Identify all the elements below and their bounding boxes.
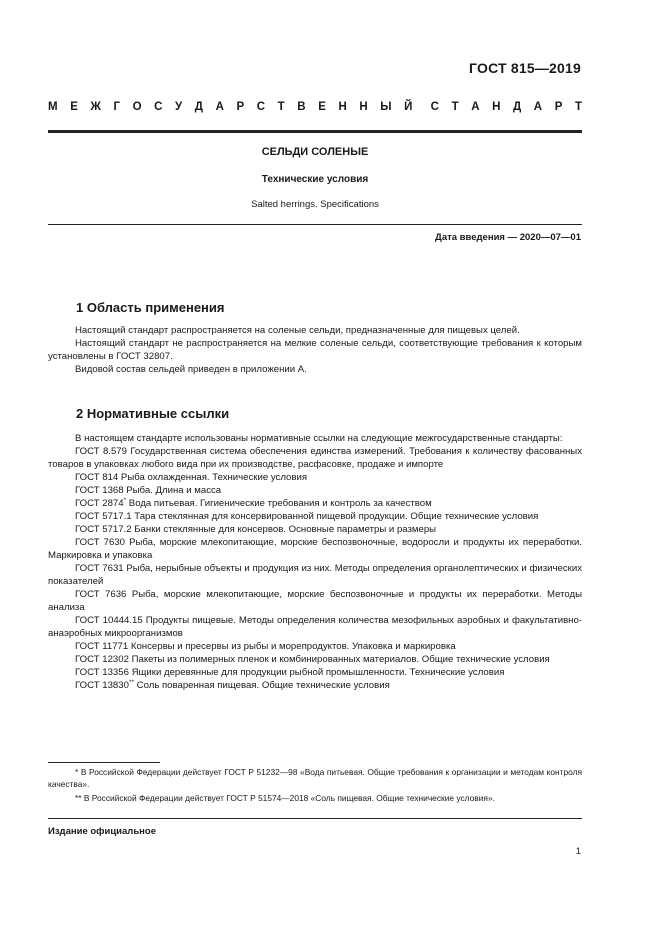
paragraph: В настоящем стандарте использованы нормативные ссылки на следующие межгосударственные стандарты: [75, 433, 563, 444]
banner-letter: Т [574, 101, 582, 113]
document-title: СЕЛЬДИ СОЛЕНЫЕ [261, 146, 369, 158]
banner-letter: Р [554, 101, 563, 113]
introduction-date: Дата введения — 2020—07—01 [435, 232, 581, 243]
paragraph: Настоящий стандарт распространяется на соленые сельди, предназначенные для пищевых целей. [75, 325, 520, 336]
banner-letter: Н [492, 101, 501, 113]
reference-item: ГОСТ 7636 Рыба, морские млекопитающие, морские беспозвоночные и продукты их переработки. Методы анализа [48, 589, 582, 613]
banner-letter: Е [318, 101, 326, 113]
banner-letter: Д [194, 101, 203, 113]
banner-letter: А [533, 101, 543, 113]
footnotes [48, 766, 582, 806]
reference-item [48, 497, 582, 510]
paragraph: Видовой состав сельдей приведен в приложении А. [75, 364, 307, 375]
banner-word-standard [431, 101, 582, 113]
banner-letter: Г [113, 101, 120, 113]
reference-item [48, 679, 582, 692]
banner-letter: Т [277, 101, 285, 113]
banner-letter: Д [513, 101, 522, 113]
document-title-english: Salted herrings. Specifications [251, 199, 379, 210]
banner-letter: Е [70, 101, 78, 113]
reference-code: ГОСТ 2874 [75, 498, 124, 509]
reference-item: ГОСТ 8.579 Государственная система обеспечения единства измерений. Требования к количеству фасованных товаров в упаковках любого вида при их производстве, расфасовке, продаже и импорте [48, 446, 582, 470]
document-subtitle: Технические условия [261, 174, 369, 185]
footnote: * В Российской Федерации действует ГОСТ Р 51232—98 «Вода питьевая. Общие требования к организации и методам контроля качества». [48, 767, 582, 789]
banner-letter: М [48, 101, 58, 113]
banner-letter: Н [359, 101, 368, 113]
reference-item: ГОСТ 11771 Консервы и пресервы из рыбы и морепродуктов. Упаковка и маркировка [75, 641, 456, 652]
banner-letter: Т [451, 101, 459, 113]
section-scope-body [48, 324, 582, 376]
interstate-standard-banner [48, 101, 582, 113]
section-references-body [48, 432, 582, 692]
footnote-mark: * [123, 496, 127, 504]
banner-letter: Н [338, 101, 347, 113]
page-number: 1 [575, 846, 581, 857]
footer-rule [48, 818, 582, 819]
banner-letter: Ж [90, 101, 101, 113]
reference-item: ГОСТ 5717.2 Банки стеклянные для консервов. Основные параметры и размеры [75, 524, 437, 535]
banner-letter: С [430, 101, 439, 113]
banner-letter: С [256, 101, 266, 113]
banner-letter: А [471, 101, 480, 113]
reference-item: ГОСТ 5717.1 Тара стеклянная для консервированной пищевой продукции. Общие технические условия [75, 511, 539, 522]
reference-item: ГОСТ 7630 Рыба, морские млекопитающие, морские беспозвоночные, водоросли и продукты их переработки. Маркировка и упаковка [48, 537, 582, 561]
banner-letter: В [297, 101, 306, 113]
banner-letter: У [175, 101, 183, 113]
official-edition-label: Издание официальное [48, 826, 156, 837]
reference-title: Соль поваренная пищевая. Общие технические условия [134, 680, 390, 691]
paragraph: Настоящий стандарт не распространяется на мелкие соленые сельди, соответствующие требования к которым установлены в ГОСТ 32807. [48, 338, 582, 362]
document-number: ГОСТ 815—2019 [469, 60, 581, 76]
reference-item: ГОСТ 10444.15 Продукты пищевые. Методы определения количества мезофильных аэробных и факультативно-анаэробных микроорганизмов [48, 615, 582, 639]
reference-item: ГОСТ 7631 Рыба, нерыбные объекты и продукция из них. Методы определения органолептических и физических показателей [48, 563, 582, 587]
banner-letter: А [215, 101, 224, 113]
reference-code: ГОСТ 13830 [75, 680, 129, 691]
footnote-mark: ** [128, 678, 134, 686]
reference-item: ГОСТ 814 Рыба охлажденная. Технические условия [75, 472, 308, 483]
title-rule [48, 224, 582, 225]
reference-item: ГОСТ 12302 Пакеты из полимерных пленок и комбинированных материалов. Общие технические условия [75, 654, 550, 665]
banner-letter: Й [404, 101, 413, 113]
banner-letter: Р [236, 101, 245, 113]
section-heading-normative-references: 2 Нормативные ссылки [76, 406, 230, 421]
footnote-separator [48, 762, 160, 763]
banner-letter: С [154, 101, 163, 113]
reference-item: ГОСТ 1368 Рыба. Длина и масса [75, 485, 222, 496]
reference-title: Вода питьевая. Гигиенические требования и контроль за качеством [126, 498, 432, 509]
section-heading-scope: 1 Область применения [76, 300, 225, 315]
reference-item: ГОСТ 13356 Ящики деревянные для продукции рыбной промышленности. Технические условия [75, 667, 505, 678]
banner-word-interstate [48, 101, 412, 113]
banner-letter: Ы [380, 101, 392, 113]
header-rule [48, 130, 582, 133]
banner-letter: О [132, 101, 142, 113]
footnote: ** В Российской Федерации действует ГОСТ Р 51574—2018 «Соль пищевая. Общие технические условия». [75, 793, 495, 803]
